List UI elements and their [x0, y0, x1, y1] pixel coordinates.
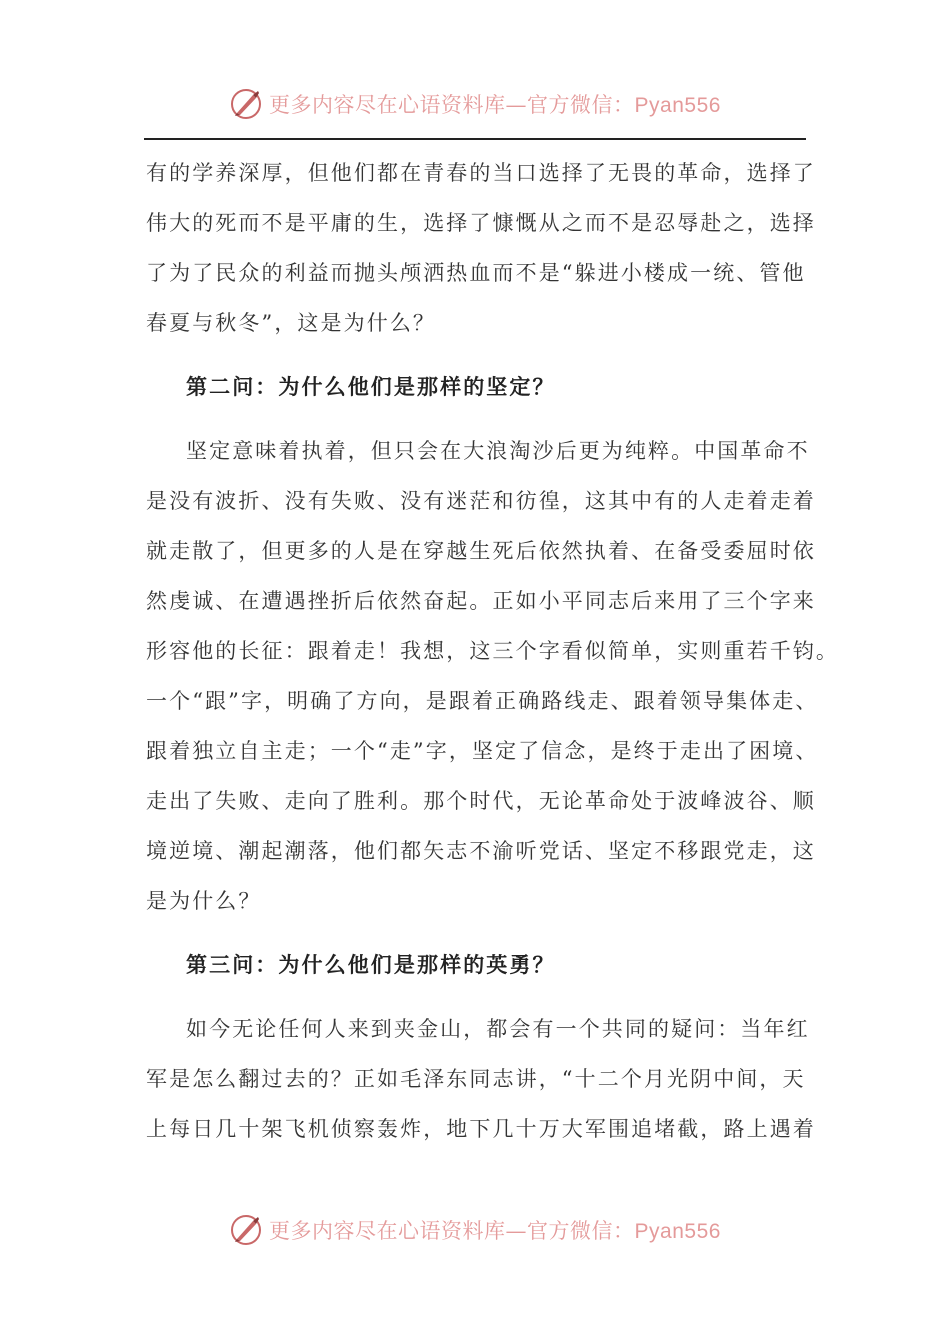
body-line: 是没有波折、没有失败、没有迷茫和彷徨，这其中有的人走着走着 [146, 489, 816, 513]
body-line: 就走散了，但更多的人是在穿越生死后依然执着、在备受委屈时依 [146, 539, 816, 563]
body-line: 一个“跟”字，明确了方向，是跟着正确路线走、跟着领导集体走、 [146, 689, 819, 713]
header-banner-text [269, 89, 721, 119]
body-line: 有的学养深厚，但他们都在青春的当口选择了无畏的革命，选择了 [146, 161, 816, 185]
body-line: 如今无论任何人来到夹金山，都会有一个共同的疑问：当年红 [186, 1017, 810, 1041]
header-banner [0, 84, 950, 124]
footer-wechat-id: Pyan556 [634, 1220, 721, 1243]
section-heading-2: 第二问：为什么他们是那样的坚定？ [186, 374, 556, 399]
body-line: 伟大的死而不是平庸的生，选择了慷慨从之而不是忍辱赴之，选择 [146, 211, 816, 235]
section-heading-3: 第三问：为什么他们是那样的英勇？ [186, 952, 556, 977]
footer-banner-label: 更多内容尽在心语资料库—官方微信： [269, 1219, 635, 1243]
footer-banner-text [269, 1215, 721, 1245]
body-line: 了为了民众的利益而抛头颅洒热血而不是“躲进小楼成一统、管他 [146, 261, 806, 285]
header-banner-inner [229, 87, 721, 121]
body-line: 跟着独立自主走；一个“走”字，坚定了信念，是终于走出了困境、 [146, 739, 819, 763]
footer-banner [0, 1210, 950, 1250]
header-divider [144, 138, 806, 140]
header-banner-label: 更多内容尽在心语资料库—官方微信： [269, 93, 635, 117]
body-line: 军是怎么翻过去的？正如毛泽东同志讲，“十二个月光阴中间，天 [146, 1067, 806, 1091]
document-body [146, 148, 839, 1154]
quill-logo-icon [229, 87, 263, 121]
body-line: 走出了失败、走向了胜利。那个时代，无论革命处于波峰波谷、顺 [146, 789, 816, 813]
body-line: 境逆境、潮起潮落，他们都矢志不渝听党话、坚定不移跟党走，这 [146, 839, 816, 863]
body-line: 春夏与秋冬”，这是为什么？ [146, 311, 437, 335]
body-line: 形容他的长征：跟着走！我想，这三个字看似简单，实则重若千钧。 [146, 639, 839, 663]
footer-banner-inner [229, 1213, 721, 1247]
body-line: 上每日几十架飞机侦察轰炸，地下几十万大军围追堵截，路上遇着 [146, 1117, 816, 1141]
header-wechat-id: Pyan556 [634, 94, 721, 117]
body-line: 坚定意味着执着，但只会在大浪淘沙后更为纯粹。中国革命不 [186, 439, 810, 463]
quill-logo-icon [229, 1213, 263, 1247]
body-line: 然虔诚、在遭遇挫折后依然奋起。正如小平同志后来用了三个字来 [146, 589, 816, 613]
body-line: 是为什么？ [146, 889, 262, 913]
